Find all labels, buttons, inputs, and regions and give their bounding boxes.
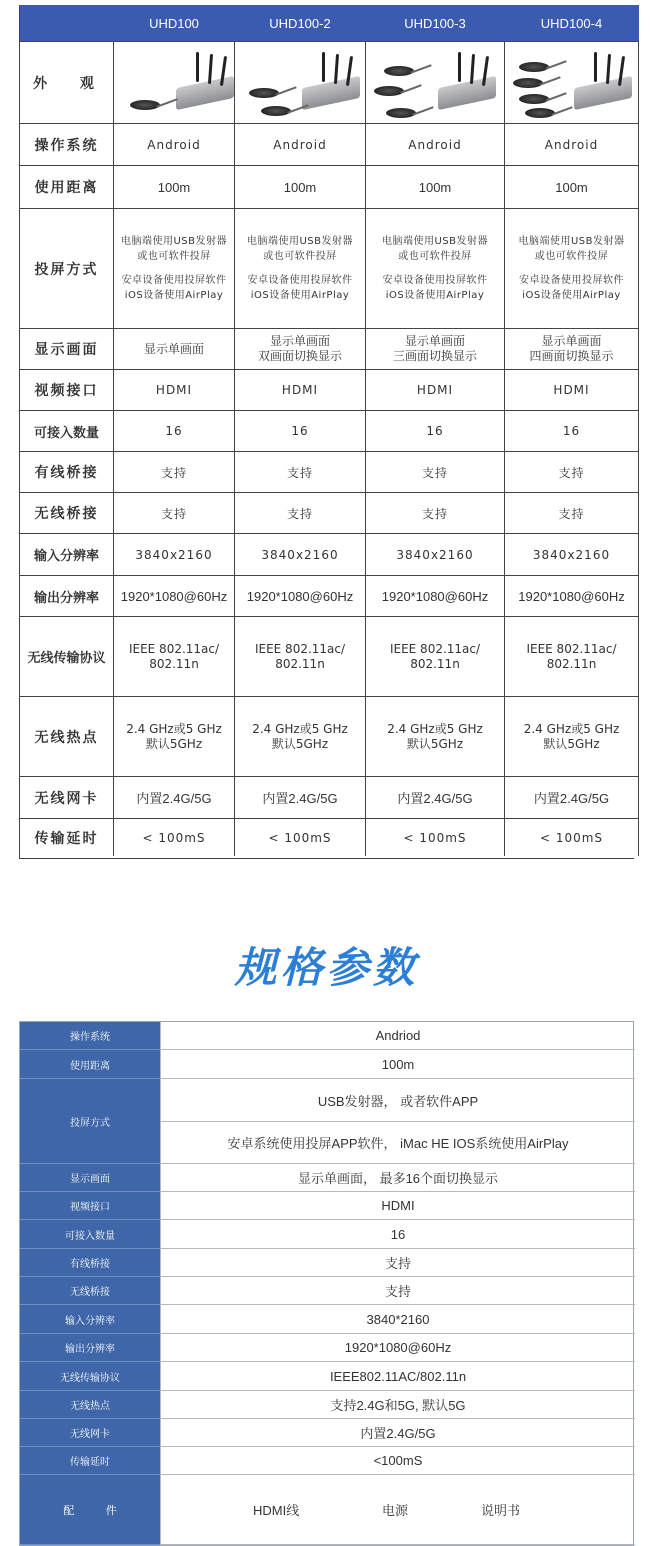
cell-line: 802.11n: [410, 656, 460, 671]
spec-label: 视频接口: [20, 1192, 160, 1220]
spec-cell: 16: [505, 410, 639, 451]
spec-value: 安卓系统使用投屏APP软件， iMac HE IOS系统使用AirPlay: [160, 1122, 635, 1164]
spec-cell: < 100mS: [366, 818, 505, 856]
spec-cell: [505, 208, 639, 328]
spec-value: Andriod: [160, 1022, 635, 1050]
cell-line: 或也可软件投屏: [398, 251, 472, 262]
cell-line: 电脑端使用USB发射器: [246, 236, 354, 247]
cell-line: 2.4 GHz或5 GHz: [523, 721, 620, 736]
row-label: 使用距离: [20, 165, 114, 208]
model-header: UHD100-4: [505, 5, 639, 41]
cell-line: iOS设备使用AirPlay: [522, 290, 621, 301]
spec-cell: < 100mS: [114, 818, 235, 856]
spec-cell: 16: [114, 410, 235, 451]
spec-cell: 1920*1080@60Hz: [235, 575, 366, 616]
row-label: 无线传输协议: [20, 616, 114, 696]
spec-cell: [114, 616, 235, 696]
spec-label: 使用距离: [20, 1050, 160, 1079]
spec-cell: Android: [505, 123, 639, 165]
receiver-box: [302, 76, 360, 110]
spec-cell: [505, 616, 639, 696]
spec-label: 投屏方式: [20, 1079, 160, 1164]
cell-line: iOS设备使用AirPlay: [385, 290, 485, 301]
model-header: UHD100-2: [235, 5, 366, 41]
spec-label: 无线桥接: [20, 1277, 160, 1305]
comparison-table: [19, 5, 634, 859]
spec-cell: 支持: [235, 451, 366, 492]
spec-value: 支持: [160, 1277, 635, 1305]
header-corner: [20, 5, 114, 41]
spec-label: 无线网卡: [20, 1419, 160, 1447]
cell-line: 默认5GHz: [543, 736, 600, 751]
product-image: [366, 41, 505, 123]
accessory-item: HDMI线: [253, 1503, 300, 1518]
spec-cell: 1920*1080@60Hz: [114, 575, 235, 616]
spec-label: 可接入数量: [20, 1220, 160, 1249]
spec-cell: 支持: [505, 492, 639, 533]
row-label: 视频接口: [20, 369, 114, 410]
spec-label: 操作系统: [20, 1022, 160, 1050]
spec-label: 输入分辨率: [20, 1305, 160, 1334]
spec-cell: 100m: [366, 165, 505, 208]
spec-cell: HDMI: [114, 369, 235, 410]
spec-cell: [366, 328, 505, 369]
row-label: 无线热点: [20, 696, 114, 776]
cell-line: 802.11n: [149, 656, 199, 671]
cell-line: 显示单画面: [541, 334, 602, 348]
spec-value: 支持2.4G和5G, 默认5G: [160, 1391, 635, 1419]
cell-line: IEEE 802.11ac/: [128, 641, 220, 656]
spec-cell: [114, 328, 235, 369]
spec-value: 支持: [160, 1249, 635, 1277]
cell-line: 显示单画面: [269, 334, 330, 348]
spec-value: 内置2.4G/5G: [160, 1419, 635, 1447]
spec-cell: 100m: [235, 165, 366, 208]
model-header: UHD100: [114, 5, 235, 41]
spec-label: 无线传输协议: [20, 1362, 160, 1391]
spec-cell: Android: [366, 123, 505, 165]
spec-label: 有线桥接: [20, 1249, 160, 1277]
receiver-box: [176, 76, 234, 110]
spec-cell: 16: [235, 410, 366, 451]
row-label: 无线桥接: [20, 492, 114, 533]
product-image: [235, 41, 366, 123]
cell-line: 默认5GHz: [271, 736, 329, 751]
spec-cell: 支持: [366, 451, 505, 492]
spec-cell: [235, 328, 366, 369]
spec-title: 规格参数: [234, 943, 419, 992]
spec-cell: 内置2.4G/5G: [366, 776, 505, 818]
spec-cell: [505, 696, 639, 776]
spec-cell: 3840x2160: [366, 533, 505, 575]
row-label: 输入分辨率: [20, 533, 114, 575]
spec-cell: [366, 696, 505, 776]
spec-value: HDMI: [160, 1192, 635, 1220]
cell-line: 显示单画面: [143, 341, 204, 356]
product-image: [505, 41, 639, 123]
spec-cell: 支持: [114, 451, 235, 492]
cell-line: 2.4 GHz或5 GHz: [387, 721, 483, 736]
spec-cell: 3840x2160: [114, 533, 235, 575]
cell-line: 默认5GHz: [145, 736, 203, 751]
cell-line: 安卓设备使用投屏软件: [519, 275, 624, 286]
row-label: 有线桥接: [20, 451, 114, 492]
accessory-item: 说明书: [481, 1503, 521, 1518]
row-label: 无线网卡: [20, 776, 114, 818]
cell-line: iOS设备使用AirPlay: [250, 290, 350, 301]
spec-cell: 3840x2160: [235, 533, 366, 575]
spec-cell: HDMI: [366, 369, 505, 410]
spec-label: 配 件: [20, 1475, 160, 1545]
cell-line: IEEE 802.11ac/: [254, 641, 346, 656]
spec-value: 1920*1080@60Hz: [160, 1334, 635, 1362]
spec-cell: 内置2.4G/5G: [505, 776, 639, 818]
spec-cell: [366, 208, 505, 328]
cell-line: 电脑端使用USB发射器: [381, 236, 489, 247]
spec-cell: HDMI: [235, 369, 366, 410]
model-header: UHD100-3: [366, 5, 505, 41]
cell-line: 默认5GHz: [406, 736, 464, 751]
cell-line: 安卓设备使用投屏软件: [121, 275, 227, 286]
cell-line: IEEE 802.11ac/: [526, 641, 617, 656]
spec-cell: [235, 616, 366, 696]
spec-label: 输出分辨率: [20, 1334, 160, 1362]
spec-cell: < 100mS: [235, 818, 366, 856]
spec-label: 传输延时: [20, 1447, 160, 1475]
spec-table: [19, 1021, 634, 1546]
spec-cell: 100m: [505, 165, 639, 208]
cell-line: IEEE 802.11ac/: [389, 641, 481, 656]
spec-value: 100m: [160, 1050, 635, 1079]
row-label: 可接入数量: [20, 410, 114, 451]
spec-cell: 1920*1080@60Hz: [366, 575, 505, 616]
cell-line: 安卓设备使用投屏软件: [247, 275, 353, 286]
spec-cell: [114, 696, 235, 776]
spec-cell: [114, 208, 235, 328]
cell-line: 电脑端使用USB发射器: [120, 236, 228, 247]
spec-value: 显示单画面， 最多16个面切换显示: [160, 1164, 635, 1192]
product-image: [114, 41, 235, 123]
cell-line: iOS设备使用AirPlay: [124, 290, 224, 301]
spec-cell: Android: [114, 123, 235, 165]
cell-line: 或也可软件投屏: [137, 251, 211, 262]
spec-cell: 16: [366, 410, 505, 451]
row-label: 外 观: [20, 41, 114, 123]
cell-line: 2.4 GHz或5 GHz: [126, 721, 222, 736]
receiver-box: [574, 76, 632, 110]
cell-line: 或也可软件投屏: [263, 251, 337, 262]
spec-cell: 支持: [366, 492, 505, 533]
cell-line: 802.11n: [546, 656, 597, 671]
spec-value: USB发射器， 或者软件APP: [160, 1079, 635, 1122]
antenna: [196, 52, 199, 82]
spec-value: 3840*2160: [160, 1305, 635, 1334]
cell-line: 2.4 GHz或5 GHz: [252, 721, 348, 736]
row-label: 显示画面: [20, 328, 114, 369]
spec-cell: 内置2.4G/5G: [235, 776, 366, 818]
spec-cell: 100m: [114, 165, 235, 208]
cell-line: 双画面切换显示: [257, 349, 342, 363]
spec-value: IEEE802.11AC/802.11n: [160, 1362, 635, 1391]
antenna: [594, 52, 597, 82]
cell-line: 四画面切换显示: [529, 349, 614, 363]
cell-line: 电脑端使用USB发射器: [518, 236, 625, 247]
row-label: 输出分辨率: [20, 575, 114, 616]
accessory-item: 电源: [382, 1503, 409, 1518]
spec-cell: < 100mS: [505, 818, 639, 856]
cell-line: 或也可软件投屏: [534, 251, 609, 262]
spec-cell: [366, 616, 505, 696]
spec-cell: HDMI: [505, 369, 639, 410]
antenna: [322, 52, 325, 82]
row-label: 操作系统: [20, 123, 114, 165]
spec-cell: 支持: [114, 492, 235, 533]
row-label: 传输延时: [20, 818, 114, 856]
accessories-list: [160, 1475, 635, 1545]
spec-cell: [235, 208, 366, 328]
spec-cell: 1920*1080@60Hz: [505, 575, 639, 616]
spec-cell: 支持: [505, 451, 639, 492]
spec-cell: 3840x2160: [505, 533, 639, 575]
spec-value: 16: [160, 1220, 635, 1249]
spec-cell: [235, 696, 366, 776]
antenna: [458, 52, 461, 82]
row-label: 投屏方式: [20, 208, 114, 328]
spec-cell: Android: [235, 123, 366, 165]
spec-value: <100mS: [160, 1447, 635, 1475]
cell-line: 802.11n: [275, 656, 325, 671]
cell-line: 三画面切换显示: [392, 349, 477, 363]
spec-label: 显示画面: [20, 1164, 160, 1192]
cell-line: 安卓设备使用投屏软件: [382, 275, 488, 286]
spec-cell: [505, 328, 639, 369]
spec-cell: 支持: [235, 492, 366, 533]
spec-label: 无线热点: [20, 1391, 160, 1419]
receiver-box: [438, 76, 496, 110]
cell-line: 显示单画面: [404, 334, 465, 348]
spec-cell: 内置2.4G/5G: [114, 776, 235, 818]
